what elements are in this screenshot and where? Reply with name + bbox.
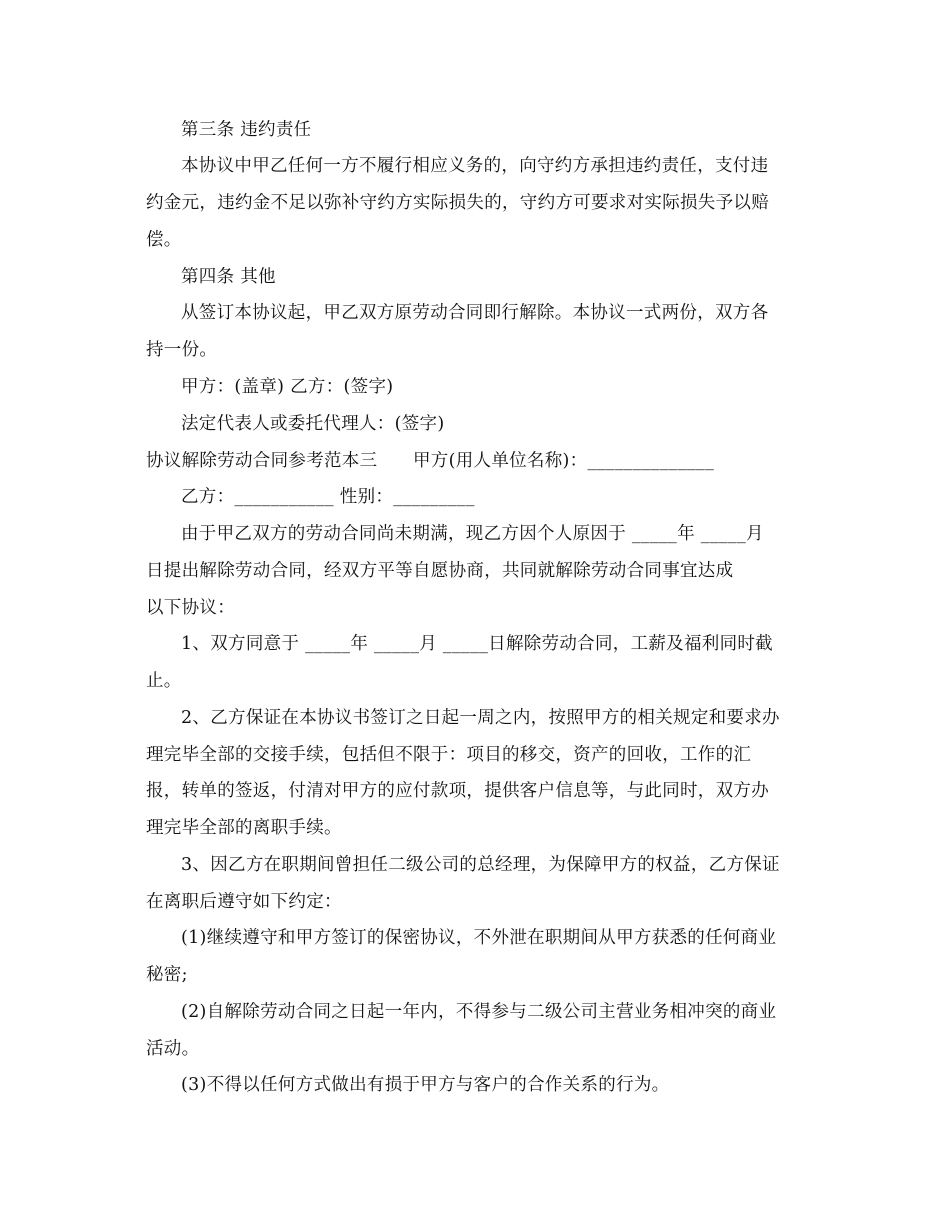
sub-clause-1-line: 秘密; [146, 965, 188, 985]
paragraph-line: 由于甲乙双方的劳动合同尚未期满，现乙方因个人原因于 _____年 _____月 [181, 524, 764, 544]
sub-clause-2-line: (2)自解除劳动合同之日起一年内，不得参与二级公司主营业务相冲突的商业 [181, 1002, 777, 1022]
clause-1-line: 止。 [146, 671, 182, 691]
clause-2-line: 理完毕全部的离职手续。 [146, 818, 342, 838]
paragraph-line: 约金元，违约金不足以弥补守约方实际损失的，守约方可要求对实际损失予以赔 [146, 193, 769, 213]
clause-3-line: 3、因乙方在职期间曾担任二级公司的总经理，为保障甲方的权益，乙方保证 [181, 855, 780, 875]
signature-line: 甲方：(盖章) 乙方：(签字) [181, 377, 394, 397]
paragraph-line: 持一份。 [146, 340, 218, 360]
template-3-title-line: 协议解除劳动合同参考范本三 甲方(用人单位名称)：______________ [146, 451, 715, 471]
sub-clause-1-line: (1)继续遵守和甲方签订的保密协议，不外泄在职期间从甲方获悉的任何商业 [181, 928, 777, 948]
paragraph-line: 偿。 [146, 230, 182, 250]
paragraph-line: 以下协议： [146, 598, 235, 618]
paragraph-line: 从签订本协议起，甲乙双方原劳动合同即行解除。本协议一式两份，双方各 [181, 303, 769, 323]
sub-clause-2-line: 活动。 [146, 1039, 200, 1059]
clause-1-line: 1、双方同意于 _____年 _____月 _____日解除劳动合同，工薪及福利同时截 [181, 634, 773, 654]
paragraph-line: 本协议中甲乙任何一方不履行相应义务的，向守约方承担违约责任，支付违 [181, 156, 769, 176]
paragraph-line: 日提出解除劳动合同，经双方平等自愿协商，共同就解除劳动合同事宜达成 [146, 561, 734, 581]
article-4-heading: 第四条 其他 [181, 267, 276, 287]
article-3-heading: 第三条 违约责任 [181, 120, 312, 140]
clause-2-line: 理完毕全部的交接手续，包括但不限于：项目的移交，资产的回收，工作的汇 [146, 745, 752, 765]
clause-2-line: 2、乙方保证在本协议书签订之日起一周之内，按照甲方的相关规定和要求办 [181, 708, 780, 728]
sub-clause-3-line: (3)不得以任何方式做出有损于甲方与客户的合作关系的行为。 [181, 1075, 670, 1095]
party-b-line: 乙方：___________ 性别：_________ [181, 487, 475, 507]
representative-line: 法定代表人或委托代理人：(签字) [181, 414, 445, 434]
clause-3-line: 在离职后遵守如下约定： [146, 892, 342, 912]
clause-2-line: 报，转单的签返，付清对甲方的应付款项，提供客户信息等，与此同时，双方办 [146, 781, 769, 801]
